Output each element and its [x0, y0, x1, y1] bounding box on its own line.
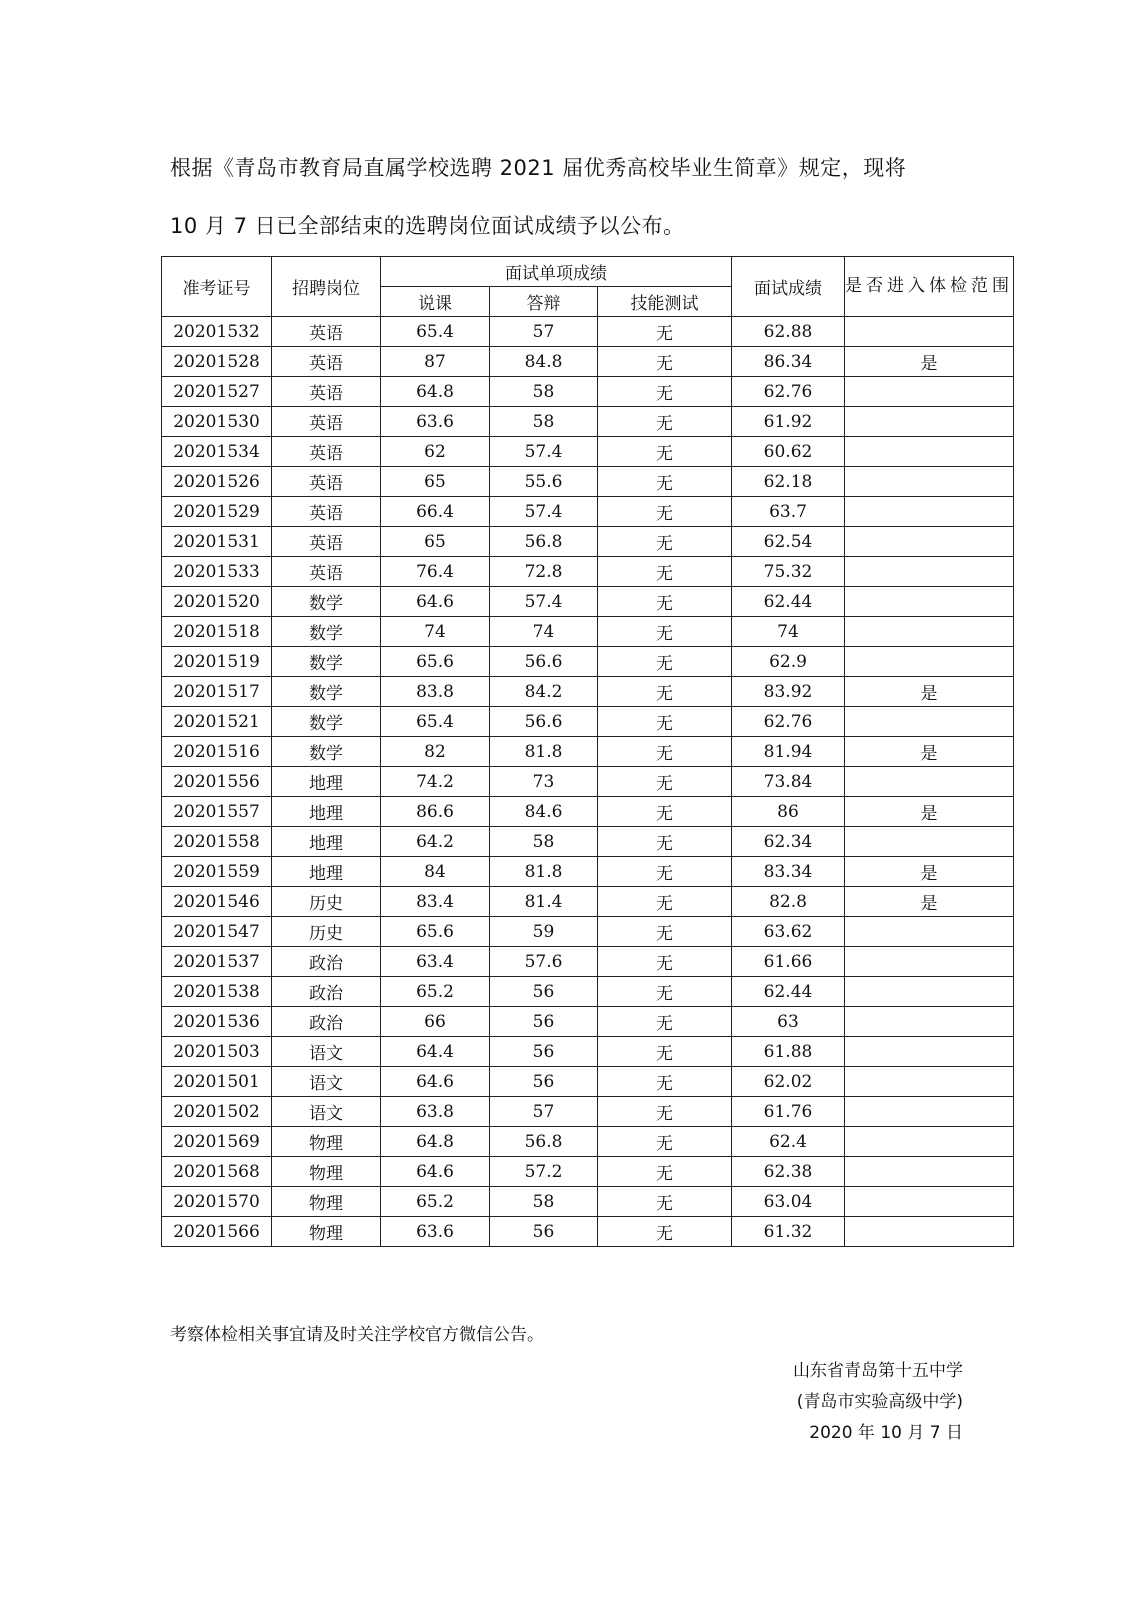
table-row [162, 497, 1014, 527]
cell-lecture: 64.6 [381, 587, 490, 617]
cell-id: 20201516 [162, 737, 272, 767]
cell-pass [845, 557, 1014, 587]
table-row [162, 557, 1014, 587]
cell-pass [845, 617, 1014, 647]
cell-post: 物理 [272, 1217, 381, 1247]
table-row [162, 677, 1014, 707]
cell-defense: 81.4 [490, 887, 598, 917]
cell-defense: 81.8 [490, 737, 598, 767]
cell-defense: 84.2 [490, 677, 598, 707]
cell-post: 地理 [272, 797, 381, 827]
cell-defense: 57 [490, 317, 598, 347]
cell-pass: 是 [845, 857, 1014, 887]
cell-defense: 81.8 [490, 857, 598, 887]
cell-lecture: 86.6 [381, 797, 490, 827]
cell-skill: 无 [598, 947, 732, 977]
header-post: 招聘岗位 [272, 257, 381, 317]
cell-post: 英语 [272, 557, 381, 587]
cell-skill: 无 [598, 1187, 732, 1217]
cell-lecture: 83.4 [381, 887, 490, 917]
cell-post: 数学 [272, 707, 381, 737]
cell-lecture: 65.2 [381, 1187, 490, 1217]
cell-lecture: 74 [381, 617, 490, 647]
cell-defense: 72.8 [490, 557, 598, 587]
table-row [162, 767, 1014, 797]
cell-skill: 无 [598, 917, 732, 947]
cell-score: 62.76 [732, 377, 845, 407]
cell-lecture: 64.2 [381, 827, 490, 857]
cell-skill: 无 [598, 737, 732, 767]
table-row [162, 317, 1014, 347]
cell-id: 20201520 [162, 587, 272, 617]
cell-lecture: 65.6 [381, 917, 490, 947]
cell-pass [845, 1157, 1014, 1187]
cell-pass [845, 1217, 1014, 1247]
cell-defense: 56 [490, 1217, 598, 1247]
cell-pass [845, 587, 1014, 617]
school-alt-name: (青岛市实验高级中学) [796, 1392, 963, 1412]
cell-score: 60.62 [732, 437, 845, 467]
cell-id: 20201503 [162, 1037, 272, 1067]
cell-skill: 无 [598, 647, 732, 677]
cell-score: 81.94 [732, 737, 845, 767]
cell-lecture: 64.6 [381, 1157, 490, 1187]
cell-defense: 58 [490, 1187, 598, 1217]
cell-score: 62.54 [732, 527, 845, 557]
cell-skill: 无 [598, 317, 732, 347]
cell-post: 英语 [272, 437, 381, 467]
cell-skill: 无 [598, 617, 732, 647]
cell-lecture: 82 [381, 737, 490, 767]
cell-score: 83.92 [732, 677, 845, 707]
cell-id: 20201527 [162, 377, 272, 407]
table-row [162, 407, 1014, 437]
cell-post: 数学 [272, 617, 381, 647]
cell-id: 20201538 [162, 977, 272, 1007]
cell-pass [845, 917, 1014, 947]
cell-lecture: 87 [381, 347, 490, 377]
cell-pass [845, 707, 1014, 737]
cell-post: 地理 [272, 767, 381, 797]
cell-skill: 无 [598, 407, 732, 437]
cell-id: 20201528 [162, 347, 272, 377]
cell-score: 63 [732, 1007, 845, 1037]
cell-lecture: 76.4 [381, 557, 490, 587]
cell-id: 20201534 [162, 437, 272, 467]
table-row [162, 887, 1014, 917]
cell-pass [845, 977, 1014, 1007]
cell-post: 政治 [272, 947, 381, 977]
table-row [162, 1007, 1014, 1037]
cell-lecture: 63.6 [381, 1217, 490, 1247]
cell-post: 英语 [272, 377, 381, 407]
cell-score: 62.88 [732, 317, 845, 347]
cell-post: 物理 [272, 1187, 381, 1217]
cell-id: 20201521 [162, 707, 272, 737]
cell-pass [845, 1067, 1014, 1097]
cell-score: 62.34 [732, 827, 845, 857]
table-row [162, 797, 1014, 827]
cell-skill: 无 [598, 767, 732, 797]
cell-lecture: 84 [381, 857, 490, 887]
cell-skill: 无 [598, 857, 732, 887]
cell-pass [845, 827, 1014, 857]
cell-score: 61.76 [732, 1097, 845, 1127]
cell-pass [845, 527, 1014, 557]
header-pass: 是否进入体检范围 [845, 257, 1014, 317]
cell-lecture: 83.8 [381, 677, 490, 707]
cell-id: 20201536 [162, 1007, 272, 1037]
cell-pass [845, 1187, 1014, 1217]
cell-score: 62.02 [732, 1067, 845, 1097]
cell-defense: 58 [490, 827, 598, 857]
table-row [162, 1127, 1014, 1157]
cell-lecture: 63.4 [381, 947, 490, 977]
table-row [162, 737, 1014, 767]
cell-id: 20201570 [162, 1187, 272, 1217]
cell-post: 英语 [272, 347, 381, 377]
cell-defense: 56.6 [490, 647, 598, 677]
cell-pass [845, 1037, 1014, 1067]
table-row [162, 1157, 1014, 1187]
cell-pass: 是 [845, 887, 1014, 917]
cell-score: 62.76 [732, 707, 845, 737]
cell-post: 政治 [272, 1007, 381, 1037]
cell-id: 20201529 [162, 497, 272, 527]
cell-pass [845, 1097, 1014, 1127]
cell-skill: 无 [598, 1217, 732, 1247]
table-row [162, 1037, 1014, 1067]
cell-skill: 无 [598, 677, 732, 707]
cell-pass [845, 1127, 1014, 1157]
cell-id: 20201537 [162, 947, 272, 977]
cell-id: 20201533 [162, 557, 272, 587]
table-body [162, 317, 1014, 1247]
table-row [162, 467, 1014, 497]
cell-defense: 56.8 [490, 527, 598, 557]
table-row [162, 1067, 1014, 1097]
table-row [162, 707, 1014, 737]
scores-table [161, 256, 1014, 1247]
cell-id: 20201518 [162, 617, 272, 647]
cell-score: 63.62 [732, 917, 845, 947]
cell-post: 英语 [272, 527, 381, 557]
cell-id: 20201558 [162, 827, 272, 857]
cell-id: 20201530 [162, 407, 272, 437]
cell-skill: 无 [598, 1067, 732, 1097]
cell-post: 英语 [272, 467, 381, 497]
cell-pass: 是 [845, 797, 1014, 827]
cell-lecture: 64.8 [381, 1127, 490, 1157]
table-row [162, 377, 1014, 407]
cell-post: 数学 [272, 677, 381, 707]
cell-lecture: 66.4 [381, 497, 490, 527]
table-row [162, 647, 1014, 677]
cell-lecture: 64.6 [381, 1067, 490, 1097]
cell-post: 数学 [272, 587, 381, 617]
cell-defense: 56.8 [490, 1127, 598, 1157]
cell-skill: 无 [598, 467, 732, 497]
cell-lecture: 66 [381, 1007, 490, 1037]
cell-lecture: 65 [381, 467, 490, 497]
cell-post: 物理 [272, 1157, 381, 1187]
cell-defense: 56 [490, 1007, 598, 1037]
cell-post: 语文 [272, 1097, 381, 1127]
cell-score: 62.38 [732, 1157, 845, 1187]
cell-score: 62.44 [732, 977, 845, 1007]
cell-pass [845, 767, 1014, 797]
cell-post: 英语 [272, 317, 381, 347]
cell-lecture: 65.2 [381, 977, 490, 1007]
header-score: 面试成绩 [732, 257, 845, 317]
cell-defense: 57.4 [490, 497, 598, 527]
header-items: 面试单项成绩 [381, 257, 732, 287]
table-row [162, 617, 1014, 647]
cell-lecture: 74.2 [381, 767, 490, 797]
cell-lecture: 64.4 [381, 1037, 490, 1067]
cell-id: 20201546 [162, 887, 272, 917]
cell-score: 83.34 [732, 857, 845, 887]
cell-id: 20201501 [162, 1067, 272, 1097]
cell-score: 61.88 [732, 1037, 845, 1067]
cell-id: 20201517 [162, 677, 272, 707]
cell-pass [845, 377, 1014, 407]
cell-skill: 无 [598, 1037, 732, 1067]
school-name: 山东省青岛第十五中学 [793, 1361, 963, 1381]
cell-defense: 56 [490, 1037, 598, 1067]
table-row [162, 587, 1014, 617]
cell-pass [845, 467, 1014, 497]
cell-score: 62.18 [732, 467, 845, 497]
cell-pass [845, 407, 1014, 437]
table-row [162, 1097, 1014, 1127]
cell-id: 20201568 [162, 1157, 272, 1187]
cell-defense: 57.4 [490, 587, 598, 617]
cell-score: 62.9 [732, 647, 845, 677]
cell-pass: 是 [845, 737, 1014, 767]
cell-score: 61.66 [732, 947, 845, 977]
cell-id: 20201531 [162, 527, 272, 557]
cell-defense: 56 [490, 1067, 598, 1097]
table-row [162, 917, 1014, 947]
cell-score: 86.34 [732, 347, 845, 377]
cell-post: 地理 [272, 857, 381, 887]
cell-skill: 无 [598, 1097, 732, 1127]
table-row [162, 1187, 1014, 1217]
cell-defense: 56.6 [490, 707, 598, 737]
cell-id: 20201569 [162, 1127, 272, 1157]
cell-pass: 是 [845, 677, 1014, 707]
cell-skill: 无 [598, 1007, 732, 1037]
cell-post: 英语 [272, 407, 381, 437]
table-row [162, 857, 1014, 887]
header-defense: 答辩 [490, 287, 598, 317]
cell-skill: 无 [598, 557, 732, 587]
cell-defense: 57.6 [490, 947, 598, 977]
cell-pass [845, 647, 1014, 677]
cell-lecture: 65.6 [381, 647, 490, 677]
table-row [162, 1217, 1014, 1247]
cell-skill: 无 [598, 1127, 732, 1157]
cell-defense: 84.8 [490, 347, 598, 377]
cell-defense: 56 [490, 977, 598, 1007]
cell-id: 20201547 [162, 917, 272, 947]
cell-score: 82.8 [732, 887, 845, 917]
cell-post: 语文 [272, 1067, 381, 1097]
table-row [162, 977, 1014, 1007]
cell-score: 74 [732, 617, 845, 647]
cell-lecture: 65.4 [381, 317, 490, 347]
header-skill: 技能测试 [598, 287, 732, 317]
cell-skill: 无 [598, 377, 732, 407]
table-row [162, 947, 1014, 977]
cell-skill: 无 [598, 887, 732, 917]
cell-defense: 73 [490, 767, 598, 797]
cell-post: 物理 [272, 1127, 381, 1157]
footer-note: 考察体检相关事宜请及时关注学校官方微信公告。 [170, 1325, 544, 1345]
cell-pass [845, 317, 1014, 347]
table-row [162, 347, 1014, 377]
cell-post: 历史 [272, 887, 381, 917]
table-row [162, 827, 1014, 857]
header-lecture: 说课 [381, 287, 490, 317]
cell-skill: 无 [598, 527, 732, 557]
cell-post: 数学 [272, 647, 381, 677]
cell-defense: 59 [490, 917, 598, 947]
table-row [162, 527, 1014, 557]
cell-post: 政治 [272, 977, 381, 1007]
cell-skill: 无 [598, 347, 732, 377]
cell-lecture: 64.8 [381, 377, 490, 407]
cell-id: 20201556 [162, 767, 272, 797]
cell-pass [845, 437, 1014, 467]
cell-score: 63.7 [732, 497, 845, 527]
cell-id: 20201559 [162, 857, 272, 887]
cell-post: 历史 [272, 917, 381, 947]
intro-line-2: 10 月 7 日已全部结束的选聘岗位面试成绩予以公布。 [170, 214, 685, 238]
cell-skill: 无 [598, 587, 732, 617]
cell-defense: 74 [490, 617, 598, 647]
cell-score: 86 [732, 797, 845, 827]
cell-score: 62.44 [732, 587, 845, 617]
cell-lecture: 65.4 [381, 707, 490, 737]
cell-defense: 58 [490, 407, 598, 437]
cell-id: 20201519 [162, 647, 272, 677]
cell-post: 数学 [272, 737, 381, 767]
cell-score: 75.32 [732, 557, 845, 587]
cell-id: 20201566 [162, 1217, 272, 1247]
cell-pass: 是 [845, 347, 1014, 377]
cell-skill: 无 [598, 977, 732, 1007]
cell-score: 61.92 [732, 407, 845, 437]
cell-skill: 无 [598, 707, 732, 737]
cell-defense: 84.6 [490, 797, 598, 827]
cell-skill: 无 [598, 437, 732, 467]
cell-lecture: 65 [381, 527, 490, 557]
intro-line-1: 根据《青岛市教育局直属学校选聘 2021 届优秀高校毕业生简章》规定，现将 [170, 156, 907, 180]
cell-post: 地理 [272, 827, 381, 857]
cell-skill: 无 [598, 1157, 732, 1187]
cell-defense: 55.6 [490, 467, 598, 497]
cell-defense: 57.4 [490, 437, 598, 467]
cell-skill: 无 [598, 827, 732, 857]
cell-score: 62.4 [732, 1127, 845, 1157]
header-id: 准考证号 [162, 257, 272, 317]
cell-defense: 57.2 [490, 1157, 598, 1187]
cell-lecture: 62 [381, 437, 490, 467]
cell-defense: 58 [490, 377, 598, 407]
publish-date: 2020 年 10 月 7 日 [809, 1423, 963, 1443]
cell-id: 20201532 [162, 317, 272, 347]
cell-skill: 无 [598, 497, 732, 527]
cell-post: 英语 [272, 497, 381, 527]
cell-score: 73.84 [732, 767, 845, 797]
cell-lecture: 63.8 [381, 1097, 490, 1127]
table-row [162, 437, 1014, 467]
cell-id: 20201526 [162, 467, 272, 497]
cell-score: 61.32 [732, 1217, 845, 1247]
cell-pass [845, 947, 1014, 977]
cell-pass [845, 497, 1014, 527]
cell-pass [845, 1007, 1014, 1037]
cell-id: 20201557 [162, 797, 272, 827]
cell-lecture: 63.6 [381, 407, 490, 437]
cell-skill: 无 [598, 797, 732, 827]
cell-id: 20201502 [162, 1097, 272, 1127]
cell-defense: 57 [490, 1097, 598, 1127]
cell-score: 63.04 [732, 1187, 845, 1217]
cell-post: 语文 [272, 1037, 381, 1067]
